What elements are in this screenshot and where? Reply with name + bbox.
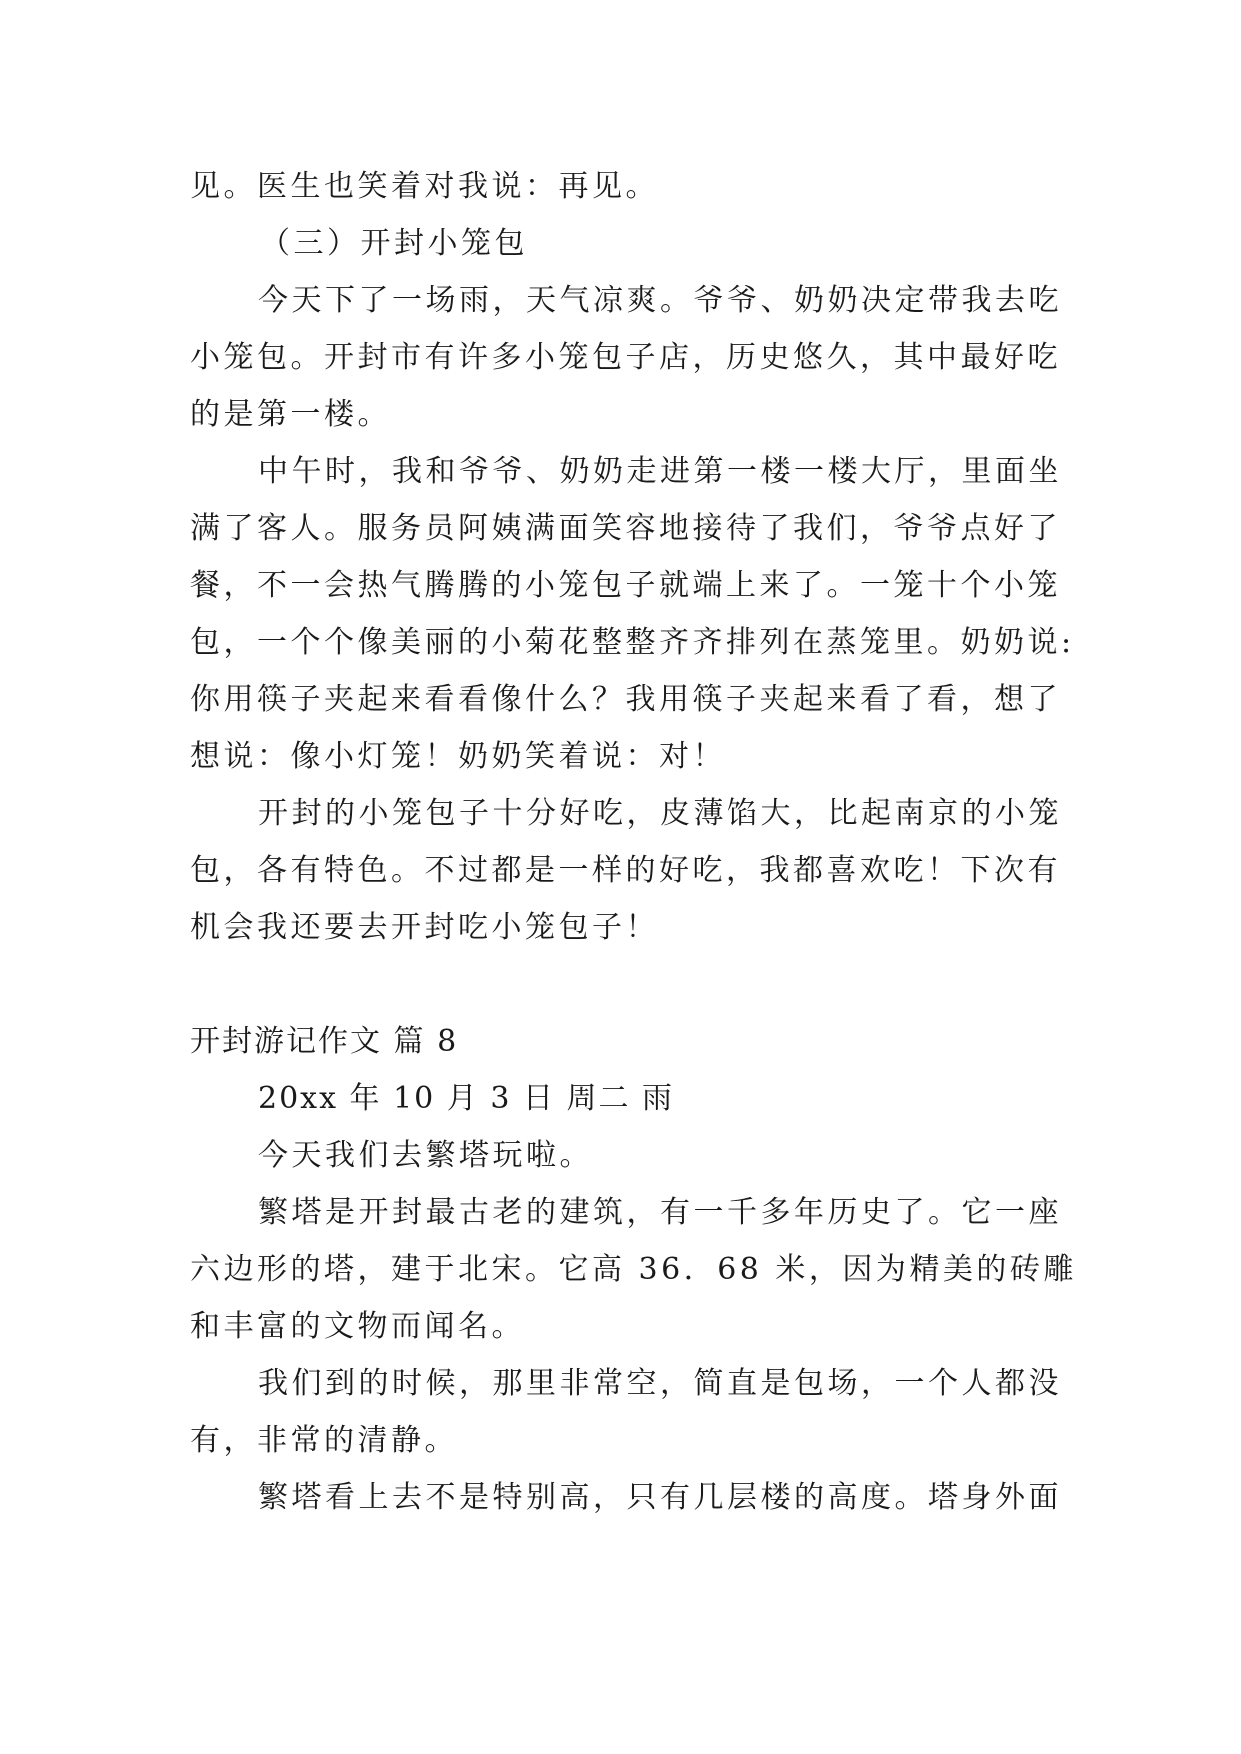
text-line: 小笼包。开封市有许多小笼包子店，历史悠久，其中最好吃 [190,340,1061,375]
text-line: 今天下了一场雨，天气凉爽。爷爷、奶奶决定带我去吃 [258,283,1062,318]
text-line: 包，一个个像美丽的小菊花整整齐齐排列在蒸笼里。奶奶说: [190,625,1075,660]
text-line: 六边形的塔，建于北宋。它高 36．68 米，因为精美的砖雕 [190,1252,1077,1287]
date-line: 20xx 年 10 月 3 日 周二 雨 [258,1081,675,1116]
text-line: 你用筷子夹起来看看像什么？我用筷子夹起来看了看，想了 [190,682,1061,717]
text-line: 餐，不一会热气腾腾的小笼包子就端上来了。一笼十个小笼 [190,568,1061,603]
text-line: 有，非常的清静。 [190,1423,458,1458]
text-line: 中午时，我和爷爷、奶奶走进第一楼一楼大厅，里面坐 [258,454,1062,489]
text-line: 机会我还要去开封吃小笼包子！ [190,910,659,945]
section-subtitle: （三）开封小笼包 [260,226,528,261]
text-line: 开封的小笼包子十分好吃，皮薄馅大，比起南京的小笼 [258,796,1062,831]
text-line: 和丰富的文物而闻名。 [190,1309,525,1344]
text-line: 包，各有特色。不过都是一样的好吃，我都喜欢吃！下次有 [190,853,1061,888]
article-heading: 开封游记作文 篇 8 [190,1024,459,1059]
text-line: 繁塔看上去不是特别高，只有几层楼的高度。塔身外面 [258,1480,1062,1515]
text-line: 繁塔是开封最古老的建筑，有一千多年历史了。它一座 [258,1195,1062,1230]
text-line: 见。医生也笑着对我说：再见。 [190,169,659,204]
text-line: 我们到的时候，那里非常空，简直是包场，一个人都没 [258,1366,1062,1401]
text-line: 的是第一楼。 [190,397,391,432]
text-line: 今天我们去繁塔玩啦。 [258,1138,593,1173]
text-line: 想说：像小灯笼！奶奶笑着说：对！ [190,739,726,774]
text-line: 满了客人。服务员阿姨满面笑容地接待了我们，爷爷点好了 [190,511,1061,546]
